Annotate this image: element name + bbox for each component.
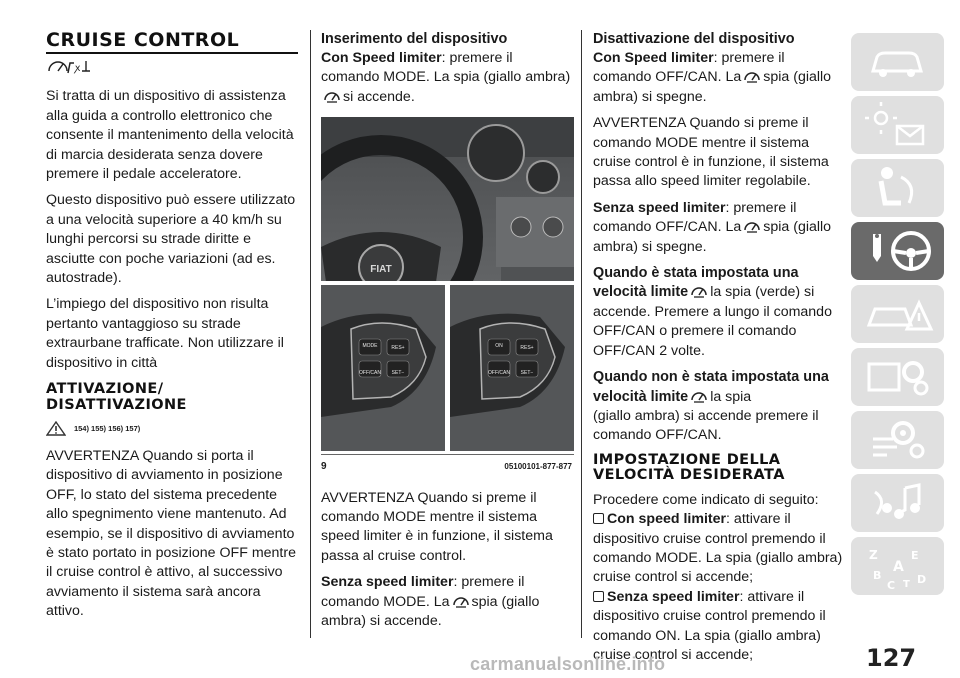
column-1 (46, 30, 299, 629)
with-speed-limiter-label: Con Speed limiter (321, 50, 442, 66)
res-plus-button-label-right: RES+ (520, 345, 534, 352)
limit-not-set-text-1: la spia (710, 388, 752, 405)
tab-maintenance[interactable] (851, 348, 944, 406)
tab-warning-lights[interactable] (851, 96, 944, 154)
tab-multimedia[interactable] (851, 474, 944, 532)
usage-paragraph: Questo dispositivo può essere utilizzato a una velocità superiore a 40 km/h su lunghi percorsi su strade diritte e asciutte con poche variazioni (ad es. autostrade). (46, 192, 296, 287)
checkbox-icon (593, 591, 604, 602)
limit-set-paragraph (593, 264, 843, 361)
tab-index[interactable] (851, 537, 944, 595)
figure-number: 9 (321, 461, 327, 473)
without-speed-limiter-label: Senza speed limiter (321, 574, 454, 591)
warning-references: 154) 155) 156) 157) (73, 424, 141, 434)
tab-emergency[interactable] (851, 285, 944, 343)
limit-set-heading-1: Quando è stata impostata una (593, 265, 799, 282)
warning-refs (46, 419, 299, 439)
warning-paragraph: AVVERTENZA Quando si porta il dispositivo di avviamento in posizione OFF, lo stato del sistema precedente allo spegnimento viene mantenuto. Ad esempio, se il dispositivo di avviamento è stato portato in posizione OFF mentre il cruise control è attivo, al successivo avviamento il sistema sarà ancora attivo. (46, 447, 296, 620)
deact-with-limiter (593, 49, 843, 107)
set-minus-button-label: SET− (391, 370, 405, 377)
column-3 (593, 30, 843, 672)
tab-car-overview[interactable] (851, 33, 944, 91)
figure-code: 05100101-877-877 (504, 462, 572, 472)
deact-with-limiter-end: spia (giallo ambra) si spegne. (593, 69, 832, 105)
column-2 (321, 30, 574, 638)
safety-icon (851, 159, 944, 217)
mode-button-label: MODE (362, 343, 378, 350)
maintenance-icon (851, 348, 944, 406)
car-overview-icon (851, 33, 944, 91)
svg-text:A: A (893, 559, 904, 575)
cruise-control-symbol (46, 57, 299, 81)
set-with-limiter (593, 510, 843, 588)
deactivation-subheading: Disattivazione del dispositivo (593, 31, 795, 47)
technical-data-icon (851, 411, 944, 469)
cruise-lamp-icon (690, 284, 708, 298)
intro-paragraph: Si tratta di un dispositivo di assistenza alla guida a controllo elettronico che consente il mantenimento della velocità di marcia desiderata senza dovere premere il pedale acceleratore. (46, 88, 294, 183)
steering-wheel-photo (321, 117, 574, 451)
figure-caption (321, 454, 574, 476)
on-button-label: ON (495, 343, 503, 350)
deact-without-limiter (593, 199, 843, 257)
index-icon (851, 537, 944, 595)
deact-without-limiter-text: : premere il comando OFF/CAN. La (593, 199, 797, 236)
multimedia-icon (851, 474, 944, 532)
tab-starting-driving[interactable] (851, 222, 944, 280)
warning-triangle-icon (46, 421, 66, 436)
with-speed-limiter-end: si accende. (343, 88, 415, 105)
svg-text:D: D (917, 573, 927, 586)
svg-text:E: E (911, 549, 919, 562)
warning-lights-icon (851, 96, 944, 154)
deact-warning-paragraph: AVVERTENZA Quando si preme il comando MODE mentre il sistema cruise control è in funzione, il sistema passa allo speed limiter regolabile. (593, 115, 829, 190)
set-without-limiter-text: : attivare il dispositivo cruise control premendo il comando ON. La spia (giallo ambra) cruise control si accende; (593, 588, 826, 663)
cruise-lamp-icon (743, 219, 761, 233)
cruise-lamp-icon (323, 89, 341, 103)
tab-technical-data[interactable] (851, 411, 944, 469)
checkbox-icon (593, 513, 604, 524)
activation-heading-line1: ATTIVAZIONE/ (46, 381, 164, 398)
with-speed-limiter-text: : premere il comando MODE. La spia (giallo ambra) (321, 50, 571, 86)
set-speed-heading-line2: VELOCITÀ DESIDERATA (593, 467, 785, 484)
page-number: 127 (866, 644, 917, 672)
limit-set-heading-2: velocità limite (593, 284, 689, 301)
set-speed-heading-line1: IMPOSTAZIONE DELLA (593, 451, 781, 468)
offcan-button-label-right: OFF/CAN (488, 370, 510, 377)
with-speed-limiter-paragraph (321, 49, 574, 107)
svg-text:T: T (903, 579, 910, 590)
column-divider-1 (310, 30, 311, 638)
set-without-limiter-label: Senza speed limiter (607, 588, 740, 605)
set-with-limiter-label: Con speed limiter (607, 511, 727, 528)
without-speed-limiter-end: spia (giallo ambra) si accende. (321, 593, 540, 630)
without-speed-limiter-text: : premere il comando MODE. La (321, 574, 525, 610)
deact-without-limiter-label: Senza speed limiter (593, 199, 726, 216)
set-minus-button-label-right: SET− (520, 370, 534, 377)
procedure-intro: Procedere come indicato di seguito: (593, 491, 819, 508)
deact-with-limiter-text: : premere il comando OFF/CAN. La (593, 50, 785, 86)
cruise-lamp-icon (452, 594, 470, 608)
svg-text:C: C (887, 579, 896, 592)
section-title: CRUISE CONTROL (46, 29, 240, 51)
tab-safety[interactable] (851, 159, 944, 217)
limit-not-set-heading-1: Quando non è stata impostata una (593, 369, 829, 386)
limit-not-set-paragraph (593, 368, 843, 446)
title-underline (46, 52, 298, 54)
limit-not-set-text-2: (giallo ambra) si accende premere il comando OFF/CAN. (593, 407, 819, 444)
svg-text:B: B (873, 569, 882, 582)
mode-warning-paragraph: AVVERTENZA Quando si preme il comando MODE mentre il sistema speed limiter è in funzione, il sistema passa al cruise control. (321, 489, 553, 564)
emergency-icon (851, 285, 944, 343)
insertion-subheading: Inserimento del dispositivo (321, 31, 508, 47)
without-speed-limiter-paragraph (321, 573, 574, 631)
svg-text:Z: Z (869, 548, 878, 562)
limit-set-text: la spia (verde) si accende. Premere a lungo il comando OFF/CAN o premere il comando OFF/CAN 2 volte. (593, 284, 832, 359)
city-paragraph: L’impiego del dispositivo non risulta pertanto vantaggioso su strade extraurbane trafficate. Non utilizzare il dispositivo in città (46, 296, 284, 371)
activation-heading-line2: DISATTIVAZIONE (46, 396, 187, 413)
cruise-lamp-icon (743, 69, 761, 83)
offcan-button-label: OFF/CAN (359, 370, 381, 377)
res-plus-button-label: RES+ (391, 345, 405, 352)
column-divider-2 (581, 30, 582, 638)
limit-not-set-heading-2: velocità limite (593, 388, 689, 405)
deact-without-limiter-end: spia (giallo ambra) si spegne. (593, 219, 832, 255)
set-with-limiter-text: : attivare il dispositivo cruise control premendo il comando MODE. La spia (giallo ambra) cruise control si accende; (593, 511, 843, 586)
cruise-lamp-icon (690, 389, 708, 403)
starting-driving-icon (851, 222, 944, 280)
set-speed-heading (593, 453, 843, 484)
cruise-control-icon (46, 57, 94, 75)
steering-wheel-figure (321, 117, 574, 451)
fiat-logo: FIAT (370, 264, 392, 276)
activation-heading (46, 382, 299, 413)
watermark: carmanualsonline.info (470, 654, 666, 674)
svg-text:ꭗ: ꭗ (75, 63, 81, 74)
deact-with-limiter-label: Con Speed limiter (593, 50, 714, 66)
